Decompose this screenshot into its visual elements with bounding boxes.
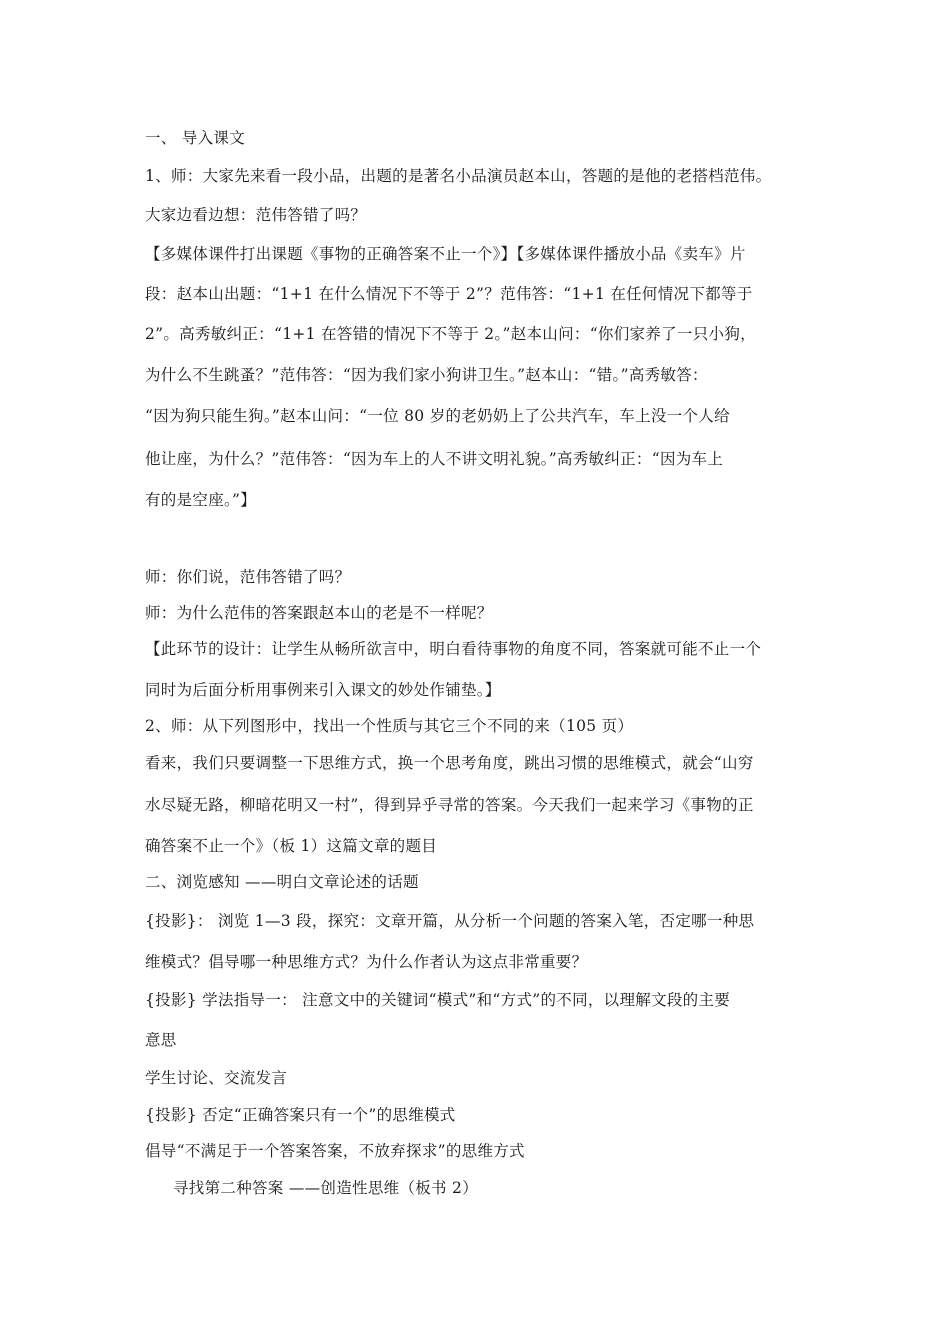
paragraph-line: 【多媒体课件打出课题《事物的正确答案不止一个》】【多媒体课件播放小品《卖车》片 <box>145 245 746 263</box>
paragraph-line: 倡导“不满足于一个答案答案，不放弃探求”的思维方式 <box>145 1142 525 1160</box>
section-heading-1: 一、 导入课文 <box>145 129 246 147</box>
paragraph-line: 段：赵本山出题：“1+1 在什么情况下不等于 2”？范伟答：“1+1 在任何情况下都等于 <box>145 285 753 303</box>
paragraph-line: 确答案不止一个》（板 1）这篇文章的题目 <box>145 837 438 855</box>
paragraph-line: 学生讨论、交流发言 <box>145 1069 288 1087</box>
paragraph-line: 寻找第二种答案 ——创造性思维（板书 2） <box>173 1179 479 1197</box>
paragraph-line: 2”。高秀敏纠正：“1+1 在答错的情况下不等于 2。”赵本山问：“你们家养了一只小狗， <box>145 325 756 343</box>
paragraph-line: 大家边看边想：范伟答错了吗？ <box>145 206 367 224</box>
paragraph-line: 师：为什么范伟的答案跟赵本山的老是不一样呢？ <box>145 604 493 622</box>
paragraph-line: {投影}： 浏览 1—3 段，探究：文章开篇，从分析一个问题的答案入笔，否定哪一种思 <box>145 912 755 930</box>
paragraph-line: 意思 <box>145 1031 177 1049</box>
paragraph-line: 2、师：从下列图形中，找出一个性质与其它三个不同的来（105 页） <box>145 717 634 735</box>
paragraph-line: 师：你们说，范伟答错了吗？ <box>145 568 351 586</box>
paragraph-line: 为什么不生跳蚤？”范伟答：“因为我们家小狗讲卫生。”赵本山：“错。”高秀敏答： <box>145 366 708 384</box>
paragraph-line: 他让座，为什么？”范伟答：“因为车上的人不讲文明礼貌。”高秀敏纠正：“因为车上 <box>145 450 724 468</box>
section-heading-2: 二、浏览感知 ——明白文章论述的话题 <box>145 873 419 891</box>
paragraph-line: 同时为后面分析用事例来引入课文的妙处作铺垫。】 <box>145 681 501 699</box>
paragraph-line: 有的是空座。”】 <box>145 491 257 509</box>
paragraph-line: 水尽疑无路，柳暗花明又一村”，得到异乎寻常的答案。今天我们一起来学习《事物的正 <box>145 796 754 814</box>
paragraph-line: “因为狗只能生狗。”赵本山问：“一位 80 岁的老奶奶上了公共汽车，车上没一个人给 <box>145 407 730 425</box>
paragraph-line: 1、师：大家先来看一段小品，出题的是著名小品演员赵本山，答题的是他的老搭档范伟。 <box>145 167 772 185</box>
paragraph-line: {投影} 否定“正确答案只有一个”的思维模式 <box>145 1106 456 1124</box>
paragraph-line: 【此环节的设计：让学生从畅所欲言中，明白看待事物的角度不同，答案就可能不止一个 <box>145 640 762 658</box>
paragraph-line: {投影} 学法指导一： 注意文中的关键词“模式”和“方式”的不同，以理解文段的主要 <box>145 991 731 1009</box>
paragraph-line: 看来，我们只要调整一下思维方式，换一个思考角度，跳出习惯的思维模式，就会“山穷 <box>145 754 754 772</box>
paragraph-line: 维模式？倡导哪一种思维方式？为什么作者认为这点非常重要？ <box>145 953 588 971</box>
